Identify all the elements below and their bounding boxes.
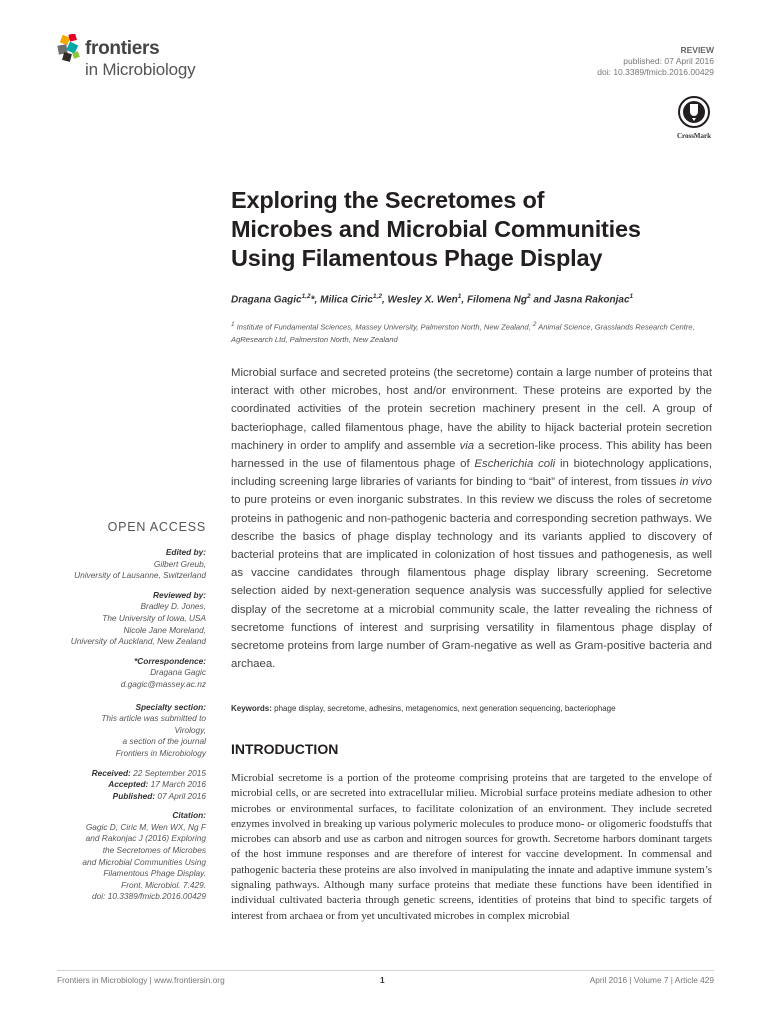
crossmark-badge[interactable]	[673, 96, 715, 138]
author-affiliation-sup: 1	[457, 293, 462, 300]
citation-line: and Rakonjac J (2016) Exploring	[85, 833, 206, 844]
citation-line: Front. Microbiol. 7:429.	[121, 879, 206, 890]
author-separator: ,	[314, 294, 321, 306]
corresponding-author-mark: *	[310, 294, 315, 306]
journal-logo[interactable]	[57, 34, 227, 82]
footer-issue-info: April 2016 | Volume 7 | Article 429	[589, 975, 714, 985]
open-access-label: OPEN ACCESS	[107, 520, 206, 534]
abstract-text: a secretion-like process. This ability has been harnessed in the use of filamentous phage of	[231, 439, 712, 471]
reviewer-affiliation: The University of Iowa, USA	[102, 612, 206, 623]
edited-by-label: Edited by:	[165, 547, 206, 557]
author-name[interactable]: Wesley X. Wen	[387, 294, 458, 306]
affiliations	[231, 319, 701, 347]
abstract-italic: in vivo	[679, 476, 712, 489]
affiliation-text: Animal Science, Grasslands Research Centre, AgResearch Ltd, Palmerston North, New Zealand	[231, 322, 695, 345]
received-label: Received:	[91, 767, 131, 778]
correspondence-email[interactable]: d.gagic@massey.ac.nz	[120, 678, 206, 689]
author-affiliation-sup: 1,2	[372, 293, 382, 300]
reviewer-affiliation: University of Auckland, New Zealand	[70, 636, 206, 647]
abstract-text: to pure proteins or even inorganic substrates. In this review we discuss the roles of secretome proteins in pathogenic and non-pathogenic bacteria and corresponding secretion pathways. We describe the basics of phage display technology and its variants applied to discovery of bacterial proteins that are implicated in colonization of host tissues and pathogenesis, as well as vaccine candidates through filamentous phage display library screening. Secretome selection aided by next-generation sequence analysis was successfully applied for selective display of the secretome at a microbial community scale, the latter revealing the richness of secretome functions of interest and surprising versatility in filamentous phage display of secretome proteins from large number of Gram-negative as well as Gram-positive bacteria and archaea.	[231, 494, 712, 671]
editor-affiliation: University of Lausanne, Switzerland	[74, 570, 206, 581]
abstract-text: Microbial surface and secreted proteins (the secretome) contain a large number of proteins that interact with other microbes, host and/or environment. These proteins are exported by the coordinated activities of the protein secretion machinery present in the cell. A group of bacteriophage, called filamentous phage, have the ability to hijack bacterial protein secretion machinery in order to amplify and assemble	[231, 367, 712, 452]
author-name[interactable]: Filomena Ng	[466, 294, 527, 306]
citation-label: Citation:	[172, 810, 206, 821]
reviewed-by-label: Reviewed by:	[152, 589, 206, 600]
article-meta	[597, 45, 714, 78]
journal-name: in Microbiology	[85, 60, 196, 79]
published-date: published: 07 April 2016	[623, 56, 714, 66]
article-info-sidebar	[36, 547, 206, 903]
abstract-italic: Escherichia coli	[474, 458, 556, 471]
citation-line: Filamentous Phage Display.	[103, 868, 206, 879]
author-separator: and	[530, 294, 554, 306]
author-affiliation-sup: 2	[526, 293, 531, 300]
reviewer-name: Nicole Jane Moreland,	[123, 624, 206, 635]
accepted-label: Accepted:	[108, 779, 149, 790]
footer-divider	[57, 970, 714, 971]
keywords	[231, 704, 731, 713]
affiliation-sup: 2	[532, 321, 537, 328]
citation-line: the Secretomes of Microbes	[102, 845, 206, 856]
citation-line: Gagic D, Ciric M, Wen WX, Ng F	[85, 821, 206, 832]
reviewer-name: Bradley D. Jones,	[140, 601, 206, 612]
citation-line: doi: 10.3389/fmicb.2016.00429	[92, 891, 206, 902]
author-name[interactable]: Jasna Rakonjac	[553, 294, 630, 306]
author-separator: ,	[461, 294, 467, 306]
specialty-section-label: Specialty section:	[135, 701, 206, 712]
affiliation-text: Institute of Fundamental Sciences, Massey University, Palmerston North, New Zealand,	[236, 322, 531, 332]
accepted-date	[36, 779, 206, 791]
crossmark-label: CrossMark	[676, 132, 712, 140]
title-line: Using Filamentous Phage Display	[231, 245, 603, 271]
frontiers-logo-icon	[57, 34, 83, 64]
specialty-line: Frontiers in Microbiology	[115, 747, 206, 758]
crossmark-icon	[678, 96, 710, 128]
intro-paragraph: Microbial secretome is a portion of the proteome comprising proteins that are targeted to the envelope of microbial cells, or are secreted into extracellular milieu. Microbial surface proteins mediate adhesion to other microbes or environmental surfaces, to facilitate colonization of an environment. They include secreted enzymes involved in breaking up various polymeric molecules to produce mono- or oligomeric foodstuffs that microbes can absorb and use as carbon and nitrogen sources for growth. Secretome harbors dominant targets of the host immune responses and are therefore of interest for vaccine development. In commensal and pathogenic bacteria these proteins are also involved in manipulating the innate and adaptive immune system’s signaling pathways. Although many surface proteins that mediate these functions have been identified in individual cultivated bacteria through genetic screens, identities of proteins that bind to specific targets of interest from archaea or from yet uncultivated microbes in complex microbial	[231, 772, 712, 922]
published-date-sidebar	[36, 791, 206, 803]
specialty-line: Virology,	[174, 724, 206, 735]
specialty-line: This article was submitted to	[101, 713, 206, 724]
keywords-label: Keywords:	[231, 704, 272, 713]
received-value: 22 September 2015	[133, 767, 206, 778]
keywords-list: phage display, secretome, adhesins, metagenomics, next generation sequencing, bacteriophage	[274, 704, 616, 713]
correspondence-label: *Correspondence:	[134, 655, 206, 666]
specialty-line: a section of the journal	[122, 736, 206, 747]
author-separator: ,	[381, 294, 388, 306]
brand-name: frontiers	[85, 38, 160, 59]
published-value: 07 April 2016	[157, 790, 206, 801]
abstract	[231, 364, 712, 673]
author-name[interactable]: Milica Ciric	[320, 294, 373, 306]
page-number: 1	[380, 975, 385, 985]
editor-name: Gilbert Greub,	[153, 558, 206, 569]
abstract-text: in biotechnology applications, including screening large libraries of variants for binding to “bait” of interest, from tissues	[231, 458, 712, 489]
title-line: Microbes and Microbial Communities	[231, 216, 641, 242]
author-name[interactable]: Dragana Gagic	[231, 294, 302, 306]
section-heading: INTRODUCTION	[231, 741, 339, 757]
citation-line: and Microbial Communities Using	[82, 856, 206, 867]
accepted-value: 17 March 2016	[150, 779, 206, 790]
correspondence-name: Dragana Gagic	[150, 667, 206, 678]
footer-journal-link[interactable]: Frontiers in Microbiology | www.frontiersin.org	[57, 975, 225, 985]
affiliation-sup: 1	[231, 321, 235, 328]
published-label: Published:	[112, 790, 156, 801]
author-list	[231, 293, 731, 305]
article-type: REVIEW	[680, 45, 714, 55]
author-affiliation-sup: 1	[629, 293, 634, 300]
received-date	[36, 768, 206, 780]
title-line: Exploring the Secretomes of	[231, 187, 545, 213]
author-affiliation-sup: 1,2	[301, 293, 311, 300]
article-title	[231, 186, 731, 273]
abstract-italic: via	[459, 439, 475, 452]
doi-link[interactable]: doi: 10.3389/fmicb.2016.00429	[597, 67, 714, 77]
